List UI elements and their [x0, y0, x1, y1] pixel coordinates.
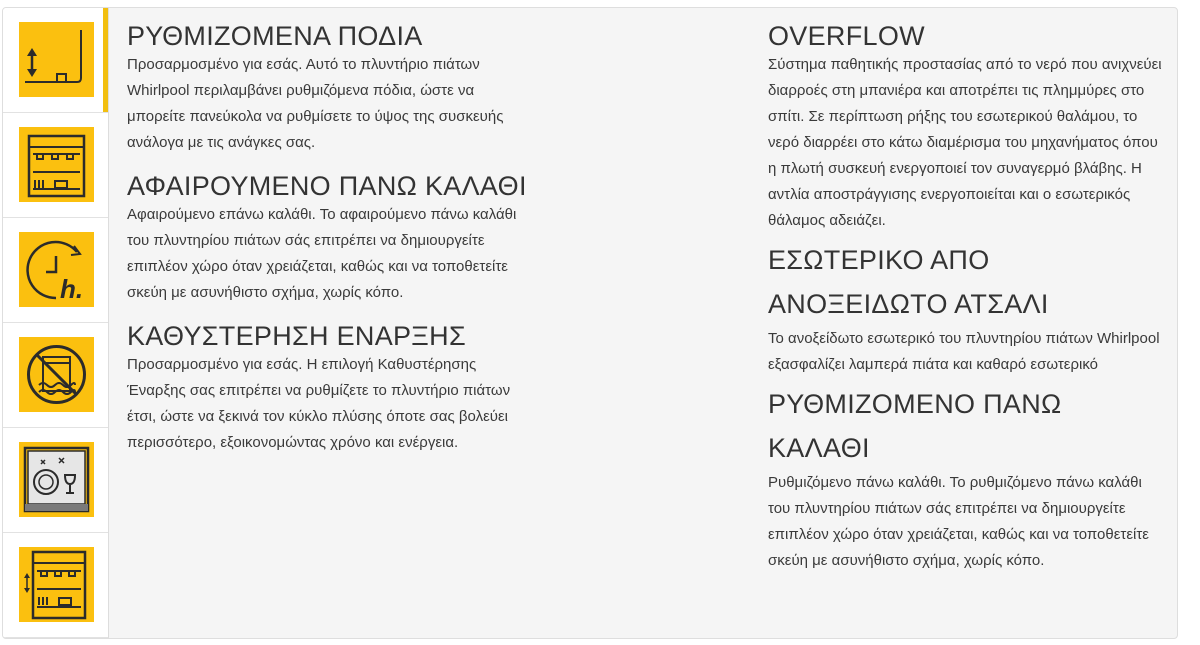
features-panel	[2, 7, 1178, 639]
delay-start-clock-icon	[19, 232, 94, 307]
removable-upper-basket-icon	[19, 127, 94, 202]
feature-description: Ρυθμιζόμενο πάνω καλάθι. Το ρυθμιζόμενο πάνω καλάθι του πλυντηρίου πιάτων σάς επιτρέπει να δημιουργείτε επιπλέον χώρο όταν χρειάζεται, καθώς και να τοποθετείτε σκεύη με ασυνήθιστο σχήμα, χωρίς κόπο.	[768, 474, 1149, 569]
tab-delay-start[interactable]	[3, 218, 108, 323]
feature-description: Το ανοξείδωτο εσωτερικό του πλυντηρίου πιάτων Whirlpool εξασφαλίζει λαμπερά πιάτα και καθαρό εσωτερικό	[768, 330, 1160, 373]
feature-removable-upper-basket	[127, 156, 527, 306]
feature-title: OVERFLOW	[768, 21, 925, 51]
feature-adjustable-upper-basket	[768, 378, 1163, 574]
left-feature-column	[127, 8, 527, 456]
adjustable-feet-icon	[19, 22, 94, 97]
tab-adjustable-feet[interactable]	[3, 8, 108, 113]
feature-description: Σύστημα παθητικής προστασίας από το νερό που ανιχνεύει διαρροές στη μπανιέρα και αποτρέπει τις πλημμύρες στο σπίτι. Σε περίπτωση ρήξης του εσωτερικού θαλάμου, το νερό διαρρέει στο κάτω διαμέρισμα του μηχανήματος όπου η πλωτή συσκευή ενεργοποιεί τον συναγερμό βλάβης. Η αντλία αποστράγγισης ενεργοποιείται και ο εσωτερικός θάλαμος αδειάζει.	[768, 56, 1162, 229]
feature-stainless-steel-interior	[768, 234, 1163, 378]
tab-adjustable-upper-basket[interactable]	[3, 533, 108, 638]
stainless-steel-interior-icon	[19, 442, 94, 517]
feature-adjustable-feet	[127, 8, 527, 156]
tab-stainless-steel-interior[interactable]	[3, 428, 108, 533]
tab-overflow[interactable]	[3, 323, 108, 428]
svg-text:h.: h.	[60, 274, 84, 304]
adjustable-upper-basket-icon	[19, 547, 94, 622]
feature-title: ΑΦΑΙΡΟΥΜΕΝΟ ΠΑΝΩ ΚΑΛΑΘΙ	[127, 171, 527, 201]
feature-description: Προσαρμοσμένο για εσάς. Αυτό το πλυντήριο πιάτων Whirlpool περιλαμβάνει ρυθμιζόμενα πόδια, ώστε να μπορείτε πανεύκολα να ρυθμίσετε το ύψος της συσκευής ανάλογα με τις ανάγκες σας.	[127, 56, 504, 151]
tab-removable-upper-basket[interactable]	[3, 113, 108, 218]
feature-title: ΕΣΩΤΕΡΙΚΟ ΑΠΟ ΑΝΟΞΕΙΔΩΤΟ ΑΤΣΑΛΙ	[768, 245, 1049, 319]
feature-title: ΡΥΘΜΙΖΟΜΕΝΟ ΠΑΝΩ ΚΑΛΑΘΙ	[768, 389, 1062, 463]
feature-tabs	[3, 8, 109, 638]
feature-overflow	[768, 8, 1163, 234]
feature-title: ΡΥΘΜΙΖΟΜΕΝΑ ΠΟΔΙΑ	[127, 21, 423, 51]
overflow-protection-icon	[19, 337, 94, 412]
feature-title: ΚΑΘΥΣΤΕΡΗΣΗ ΕΝΑΡΞΗΣ	[127, 321, 466, 351]
right-feature-column	[768, 8, 1163, 574]
feature-delay-start	[127, 306, 527, 456]
feature-description: Προσαρμοσμένο για εσάς. Η επιλογή Καθυστέρησης Έναρξης σας επιτρέπει να ρυθμίζετε το πλυντήριο πιάτων έτσι, ώστε να ξεκινά τον κύκλο πλύσης όποτε σας βολεύει περισσότερο, εξοικονομώντας χρόνο και ενέργεια.	[127, 356, 511, 451]
feature-description: Αφαιρούμενο επάνω καλάθι. Το αφαιρούμενο πάνω καλάθι του πλυντηρίου πιάτων σάς επιτρέπει να δημιουργείτε επιπλέον χώρο όταν χρειάζεται, καθώς και να τοποθετείτε σκεύη με ασυνήθιστο σχήμα, χωρίς κόπο.	[127, 206, 517, 301]
